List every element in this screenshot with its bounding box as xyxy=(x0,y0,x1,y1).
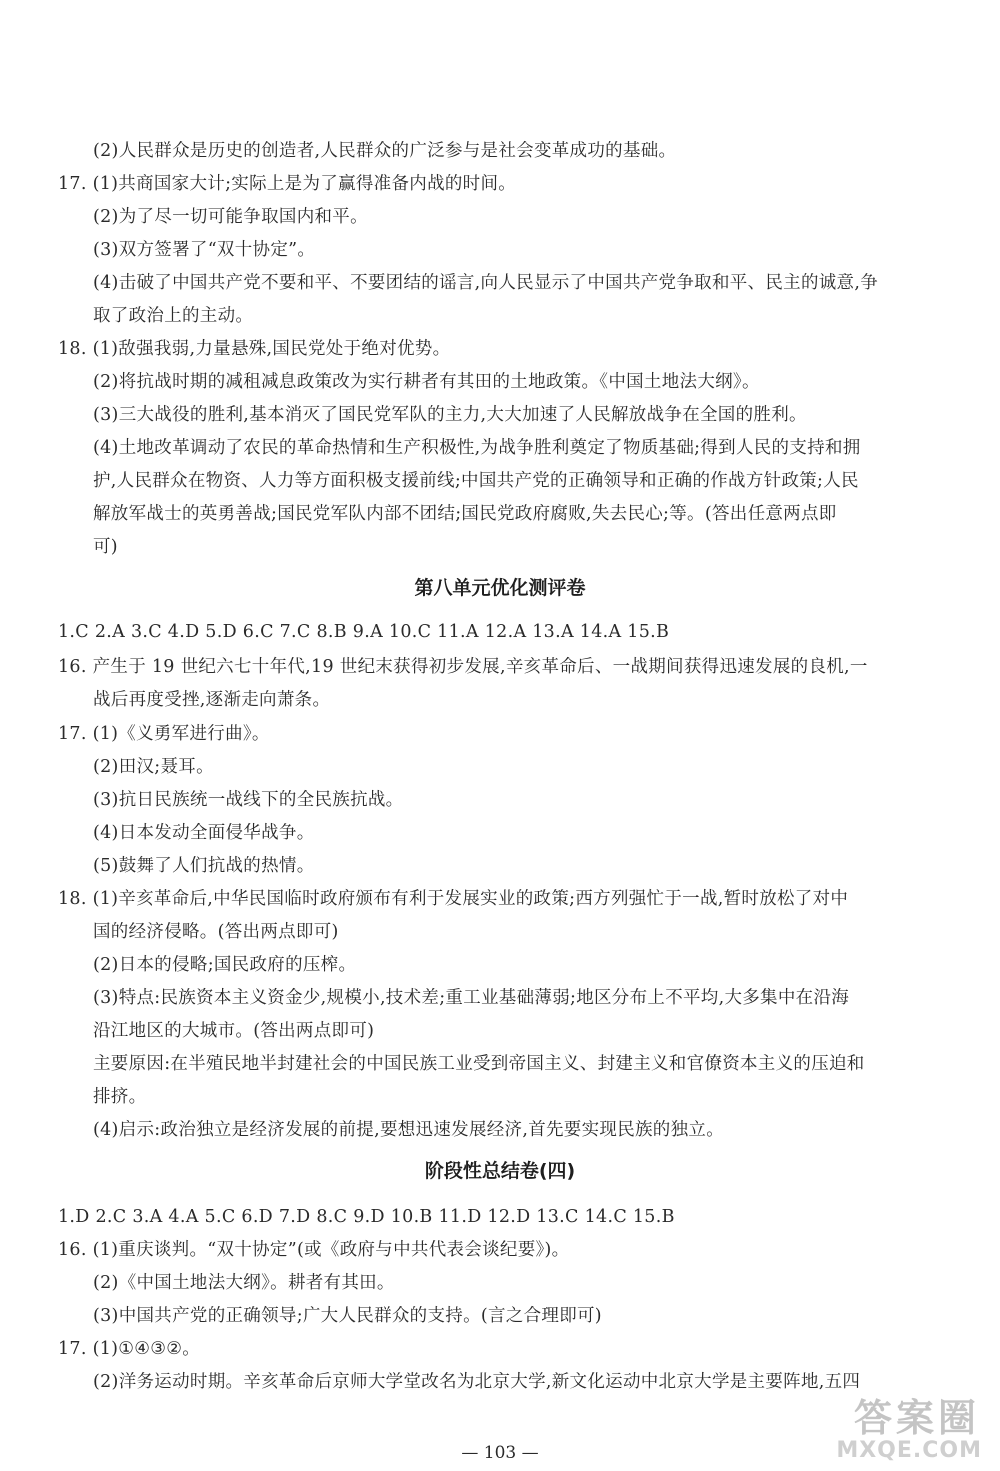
answer-line: (3)抗日民族统一战线下的全民族抗战。 xyxy=(93,790,404,810)
answer-line: (3)中国共产党的正确领导;广大人民群众的支持。(言之合理即可) xyxy=(93,1306,602,1326)
answer-line: (3)三大战役的胜利,基本消灭了国民党军队的主力,大大加速了人民解放战争在全国的胜利。 xyxy=(93,405,807,425)
answer-line: (2)为了尽一切可能争取国内和平。 xyxy=(93,207,368,227)
page-number: — 103 — xyxy=(461,1443,539,1463)
answer-line: (3)特点:民族资本主义资金少,规模小,技术差;重工业基础薄弱;地区分布上不平均,大多集中在沿海 xyxy=(93,988,850,1008)
answer-line: 17. (1)《义勇军进行曲》。 xyxy=(58,724,270,744)
answer-line: (5)鼓舞了人们抗战的热情。 xyxy=(93,856,315,876)
answer-line: 主要原因:在半殖民地半封建社会的中国民族工业受到帝国主义、封建主义和官僚资本主义的压迫和 xyxy=(93,1054,865,1074)
choice-answers-line: 1.C 2.A 3.C 4.D 5.D 6.C 7.C 8.B 9.A 10.C 11.A 12.A 13.A 14.A 15.B xyxy=(58,622,670,642)
watermark-url-text: MXQE.COM xyxy=(836,1438,982,1463)
answer-line: 国的经济侵略。(答出两点即可) xyxy=(93,922,339,942)
answer-line: (2)人民群众是历史的创造者,人民群众的广泛参与是社会变革成功的基础。 xyxy=(93,141,677,161)
watermark-seal-text: 答案圈 xyxy=(853,1396,980,1440)
answer-line: (3)双方签署了“双十协定”。 xyxy=(93,240,316,260)
answer-line: (4)启示:政治独立是经济发展的前提,要想迅速发展经济,首先要实现民族的独立。 xyxy=(93,1120,725,1140)
answer-line: 护,人民群众在物资、人力等方面积极支援前线;中国共产党的正确领导和正确的作战方针政策;人民 xyxy=(93,471,859,491)
section-heading-stage4: 阶段性总结卷(四) xyxy=(424,1160,576,1182)
watermark-logo xyxy=(771,1383,986,1465)
answer-line: 排挤。 xyxy=(93,1087,147,1107)
answer-line: (2)将抗战时期的减租减息政策改为实行耕者有其田的土地政策。《中国土地法大纲》。 xyxy=(93,372,760,392)
answer-line: 战后再度受挫,逐渐走向萧条。 xyxy=(93,690,331,710)
answer-line: (4)日本发动全面侵华战争。 xyxy=(93,823,315,843)
answer-line: 解放军战士的英勇善战;国民党军队内部不团结;国民党政府腐败,失去民心;等。(答出任意两点即 xyxy=(93,504,837,524)
answer-line: 16. (1)重庆谈判。“双十协定”(或《政府与中共代表会谈纪要》)。 xyxy=(58,1240,570,1260)
answer-line: 17. (1)共商国家大计;实际上是为了赢得准备内战的时间。 xyxy=(58,174,517,194)
answer-line: 沿江地区的大城市。(答出两点即可) xyxy=(93,1021,375,1041)
answer-line: (4)土地改革调动了农民的革命热情和生产积极性,为战争胜利奠定了物质基础;得到人民的支持和拥 xyxy=(93,438,861,458)
section-heading-unit8: 第八单元优化测评卷 xyxy=(414,577,586,599)
answer-line: 可) xyxy=(93,537,118,557)
answer-line: (2)日本的侵略;国民政府的压榨。 xyxy=(93,955,357,975)
choice-answers-line: 1.D 2.C 3.A 4.A 5.C 6.D 7.D 8.C 9.D 10.B 11.D 12.D 13.C 14.C 15.B xyxy=(58,1207,675,1227)
answer-line: (2)洋务运动时期。辛亥革命后京师大学堂改名为北京大学,新文化运动中北京大学是主要阵地,五四 xyxy=(93,1372,861,1392)
answer-line: 17. (1)①④③②。 xyxy=(58,1339,201,1359)
answer-line: (4)击破了中国共产党不要和平、不要团结的谣言,向人民显示了中国共产党争取和平、民主的诚意,争 xyxy=(93,273,879,293)
answer-line: 18. (1)敌强我弱,力量悬殊,国民党处于绝对优势。 xyxy=(58,339,451,359)
answer-line: 16. 产生于 19 世纪六七十年代,19 世纪末获得初步发展,辛亥革命后、一战期间获得迅速发展的良机,一 xyxy=(58,657,868,677)
answer-line: (2)田汉;聂耳。 xyxy=(93,757,214,777)
answer-line: 取了政治上的主动。 xyxy=(93,306,254,326)
answer-line: 18. (1)辛亥革命后,中华民国临时政府颁布有利于发展实业的政策;西方列强忙于一战,暂时放松了对中 xyxy=(58,889,849,909)
answer-line: (2)《中国土地法大纲》。耕者有其田。 xyxy=(93,1273,395,1293)
